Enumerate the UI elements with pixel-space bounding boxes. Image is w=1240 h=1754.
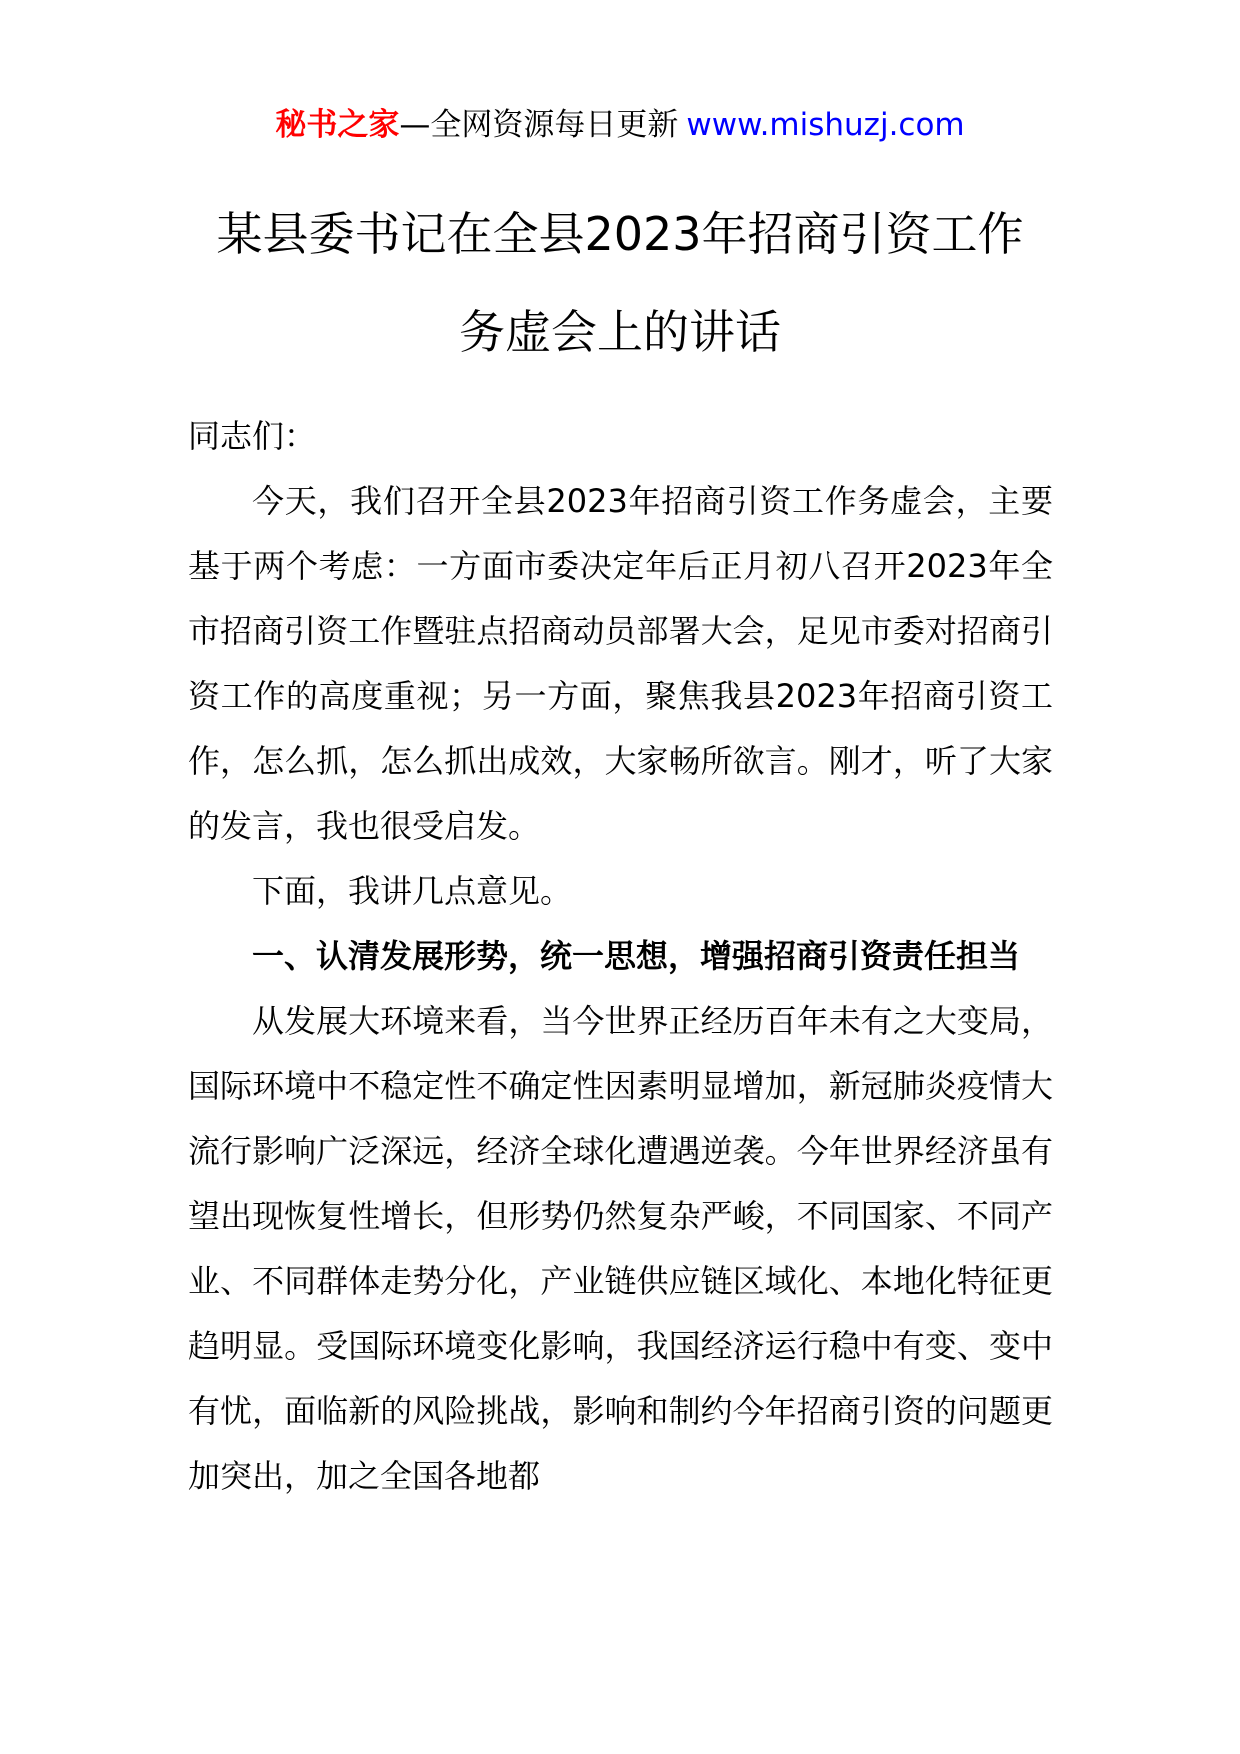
document-title [180, 185, 1060, 381]
salutation: 同志们： [188, 417, 317, 455]
site-url-link[interactable]: www.mishuzj.com [686, 107, 965, 143]
site-watermark-header [0, 98, 1240, 152]
header-tagline: —全网资源每日更新 [399, 107, 679, 143]
transition-paragraph: 下面，我讲几点意见。 [252, 872, 573, 910]
section-paragraph: 从发展大环境来看，当今世界正经历百年未有之大变局，国际环境中不稳定性不确定性因素明显增加，新冠肺炎疫情大流行影响广泛深远，经济全球化遭遇逆袭。今年世界经济虽有望出现恢复性增长，但形势仍然复杂严峻，不同国家、不同产业、不同群体走势分化，产业链供应链区域化、本地化特征更趋明显。受国际环境变化影响，我国经济运行稳中有变、变中有忧，面临新的风险挑战，影响和制约今年招商引资的问题更加突出，加之全国各地都 [188, 1002, 1053, 1495]
brand-name: 秘书之家 [275, 107, 400, 143]
title-line-1: 某县委书记在全县2023年招商引资工作 [216, 207, 1024, 261]
document-body [188, 404, 1053, 1509]
section-heading: 一、认清发展形势，统一思想，增强招商引资责任担当 [252, 937, 1021, 975]
intro-paragraph: 今天，我们召开全县2023年招商引资工作务虚会，主要基于两个考虑：一方面市委决定年后正月初八召开2023年全市招商引资工作暨驻点招商动员部署大会，足见市委对招商引资工作的高度重视；另一方面，聚焦我县2023年招商引资工作，怎么抓，怎么抓出成效，大家畅所欲言。刚才，听了大家的发言，我也很受启发。 [188, 482, 1053, 845]
title-line-2: 务虚会上的讲话 [459, 305, 781, 359]
